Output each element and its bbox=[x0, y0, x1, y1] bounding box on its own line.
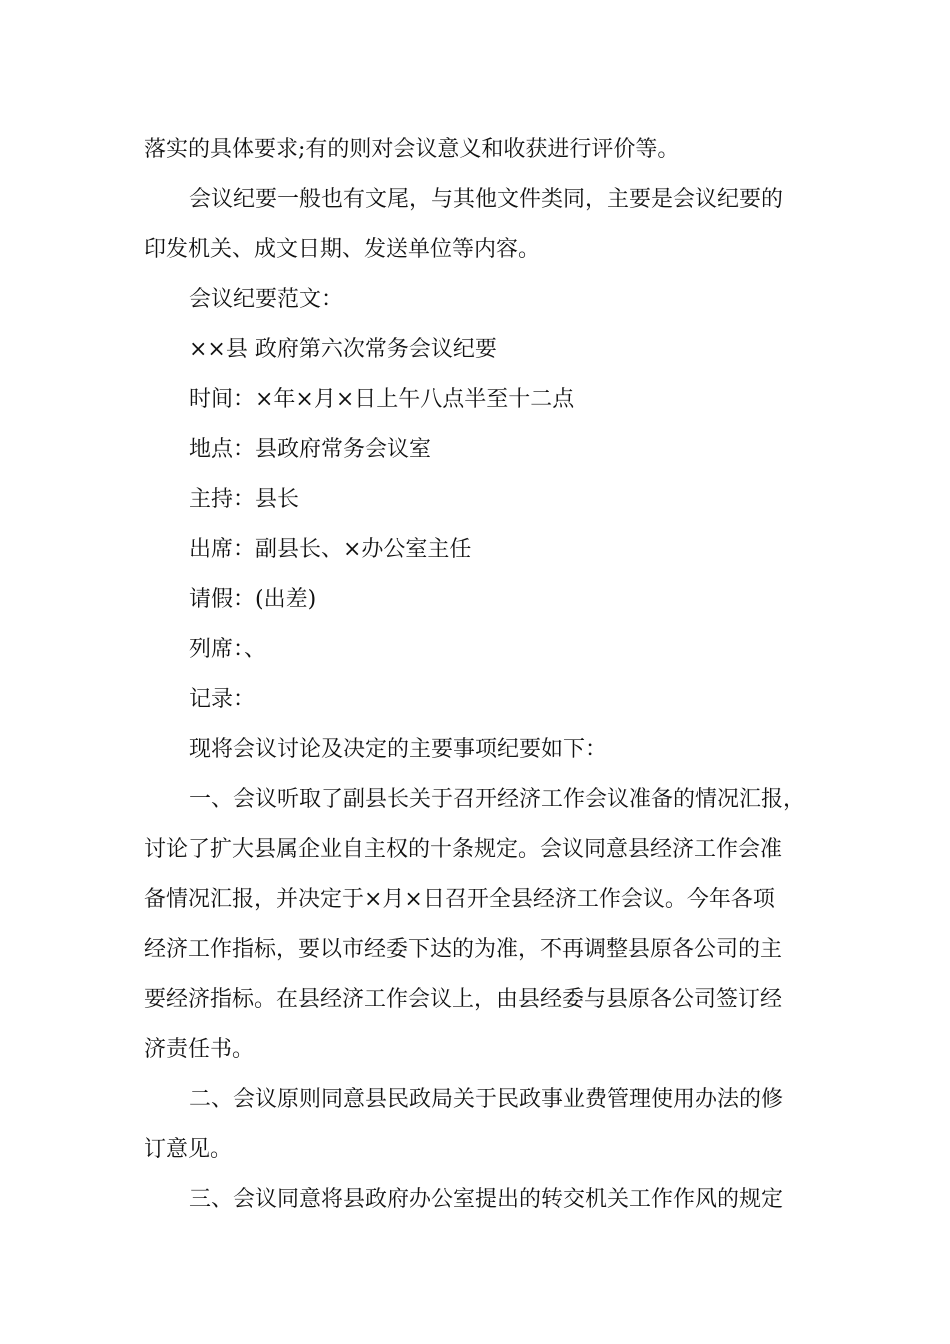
meeting-absent: 请假：(出差) bbox=[189, 587, 317, 612]
text-line: 济责任书。 bbox=[144, 1037, 255, 1062]
section-heading: 会议纪要范文： bbox=[189, 287, 344, 312]
minutes-title: ××县 政府第六次常务会议纪要 bbox=[189, 337, 497, 362]
document-body bbox=[144, 125, 814, 1225]
text-line: 讨论了扩大县属企业自主权的十条规定。会议同意县经济工作会准 bbox=[144, 837, 783, 862]
text-line: 三、会议同意将县政府办公室提出的转交机关工作作风的规定 bbox=[189, 1187, 784, 1212]
text-line: 现将会议讨论及决定的主要事项纪要如下： bbox=[189, 737, 608, 762]
text-line: 备情况汇报，并决定于×月×日召开全县经济工作会议。今年各项 bbox=[144, 887, 775, 912]
meeting-recorder: 记录： bbox=[189, 687, 256, 712]
meeting-host: 主持：县长 bbox=[189, 487, 300, 512]
text-line: 经济工作指标，要以市经委下达的为准，不再调整县原各公司的主 bbox=[144, 937, 783, 962]
text-line: 落实的具体要求;有的则对会议意义和收获进行评价等。 bbox=[144, 137, 680, 162]
text-line: 会议纪要一般也有文尾，与其他文件类同，主要是会议纪要的 bbox=[189, 187, 784, 212]
meeting-attendees: 出席：副县长、×办公室主任 bbox=[189, 537, 472, 562]
text-line: 订意见。 bbox=[144, 1137, 233, 1162]
text-line: 要经济指标。在县经济工作会议上，由县经委与县原各公司签订经 bbox=[144, 987, 783, 1012]
meeting-time: 时间：×年×月×日上午八点半至十二点 bbox=[189, 387, 575, 412]
meeting-observers: 列席：、 bbox=[189, 637, 267, 662]
text-line: 印发机关、成文日期、发送单位等内容。 bbox=[144, 237, 541, 262]
meeting-location: 地点：县政府常务会议室 bbox=[189, 437, 432, 462]
text-line: 一、会议听取了副县长关于召开经济工作会议准备的情况汇报， bbox=[189, 787, 806, 812]
text-line: 二、会议原则同意县民政局关于民政事业费管理使用办法的修 bbox=[189, 1087, 784, 1112]
